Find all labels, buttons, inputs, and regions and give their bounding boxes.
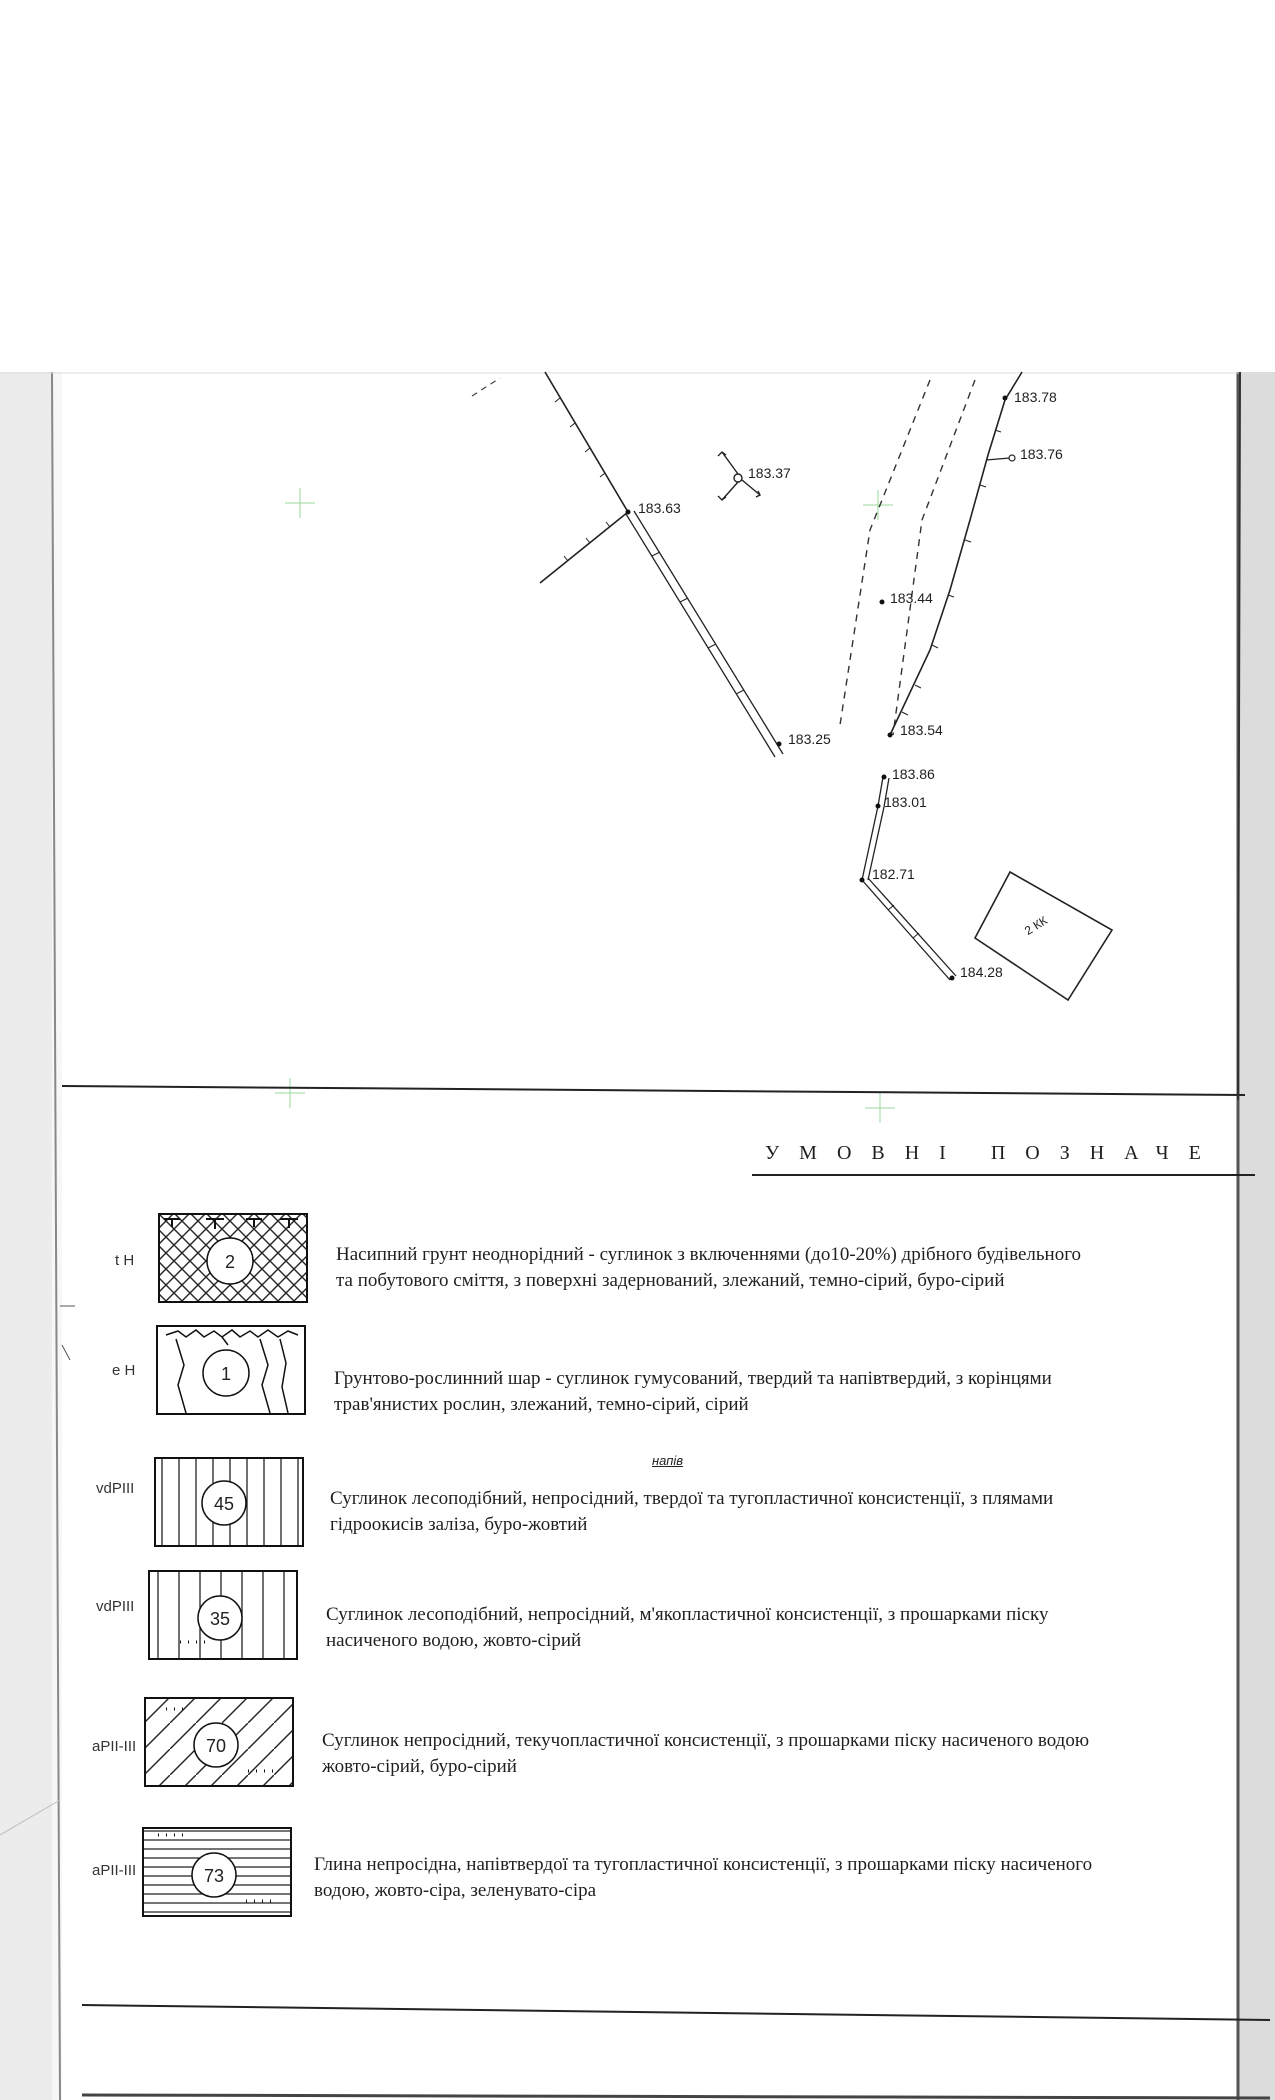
legend-title: УМОВНІ ПОЗНАЧЕ	[765, 1142, 1221, 1164]
stratum-description: гідроокисів заліза, буро-жовтий	[330, 1514, 588, 1535]
stratum-description: трав'янистих рослин, злежаний, темно-сірий, сірий	[334, 1394, 749, 1415]
stratum-description: Глина непросідна, напівтвердої та тугопластичної консистенції, з прошарками піску насиченого	[314, 1854, 1093, 1875]
stratum-description: насиченого водою, жовто-сірий	[326, 1630, 582, 1651]
elevation-label: 183.63	[638, 500, 681, 516]
right-page-shadow	[1238, 372, 1275, 2100]
elevation-label: 184.28	[960, 964, 1003, 980]
elevation-label: 183.44	[890, 590, 933, 606]
handwritten-note: напів	[652, 1453, 684, 1468]
stratum-code: vdPIII	[96, 1598, 135, 1615]
elevation-label: 182.71	[872, 866, 915, 882]
stratum-description: Суглинок лесоподібний, непросідний, м'якопластичної консистенції, з прошарками піску	[326, 1604, 1049, 1625]
elevation-label: 183.54	[900, 722, 943, 738]
stratum-description: водою, жовто-сіра, зеленувато-сіра	[314, 1880, 597, 1901]
stratum-number: 35	[209, 1609, 231, 1629]
stratum-number: 2	[224, 1252, 236, 1272]
left-page-shadow	[0, 372, 52, 2100]
structure-outline	[975, 872, 1112, 1000]
stratum-number: 45	[213, 1494, 235, 1514]
stratum-code: aPII-III	[92, 1862, 137, 1879]
elevation-label: 183.76	[1020, 446, 1063, 462]
plan-frame-bottom	[62, 1086, 1245, 1095]
elevation-label: 183.01	[884, 794, 927, 810]
stratum-description: та побутового сміття, з поверхні задернований, злежаний, темно-сірий, буро-сірий	[336, 1270, 1005, 1291]
stratum-code: vdPIII	[96, 1480, 135, 1497]
stratum-code: t H	[115, 1252, 135, 1269]
stratum-number: 1	[220, 1364, 232, 1384]
loess-loam-symbol	[154, 1457, 304, 1547]
structure-label: 2 КК	[1022, 913, 1050, 938]
stratum-code: e H	[112, 1362, 136, 1379]
loess-loam-soft-symbol	[148, 1570, 298, 1660]
stratum-description: Грунтово-рослинний шар - суглинок гумусований, твердий та напівтвердий, з корінцями	[334, 1368, 1052, 1389]
stratum-number: 73	[203, 1866, 225, 1886]
topsoil-symbol	[156, 1325, 306, 1415]
page-frame-line	[82, 2005, 1270, 2020]
stratum-code: aPII-III	[92, 1738, 137, 1755]
fill-soil-hatch-symbol	[158, 1213, 308, 1303]
clay-symbol	[142, 1827, 292, 1917]
stratum-description: жовто-сірий, буро-сірий	[322, 1756, 517, 1777]
elevation-label: 183.78	[1014, 389, 1057, 405]
elevation-label: 183.25	[788, 731, 831, 747]
elevation-label: 183.86	[892, 766, 935, 782]
stratum-description: Насипний грунт неоднорідний - суглинок з включеннями (до10-20%) дрібного будівельного	[336, 1244, 1082, 1265]
stratum-description: Суглинок лесоподібний, непросідний, твердої та тугопластичної консистенції, з плямами	[330, 1488, 1054, 1509]
flowing-loam-symbol	[144, 1697, 294, 1787]
elevation-label: 183.37	[748, 465, 791, 481]
stratum-number: 70	[205, 1736, 227, 1756]
stratum-description: Суглинок непросідний, текучопластичної консистенції, з прошарками піску насиченого водою	[322, 1730, 1090, 1751]
